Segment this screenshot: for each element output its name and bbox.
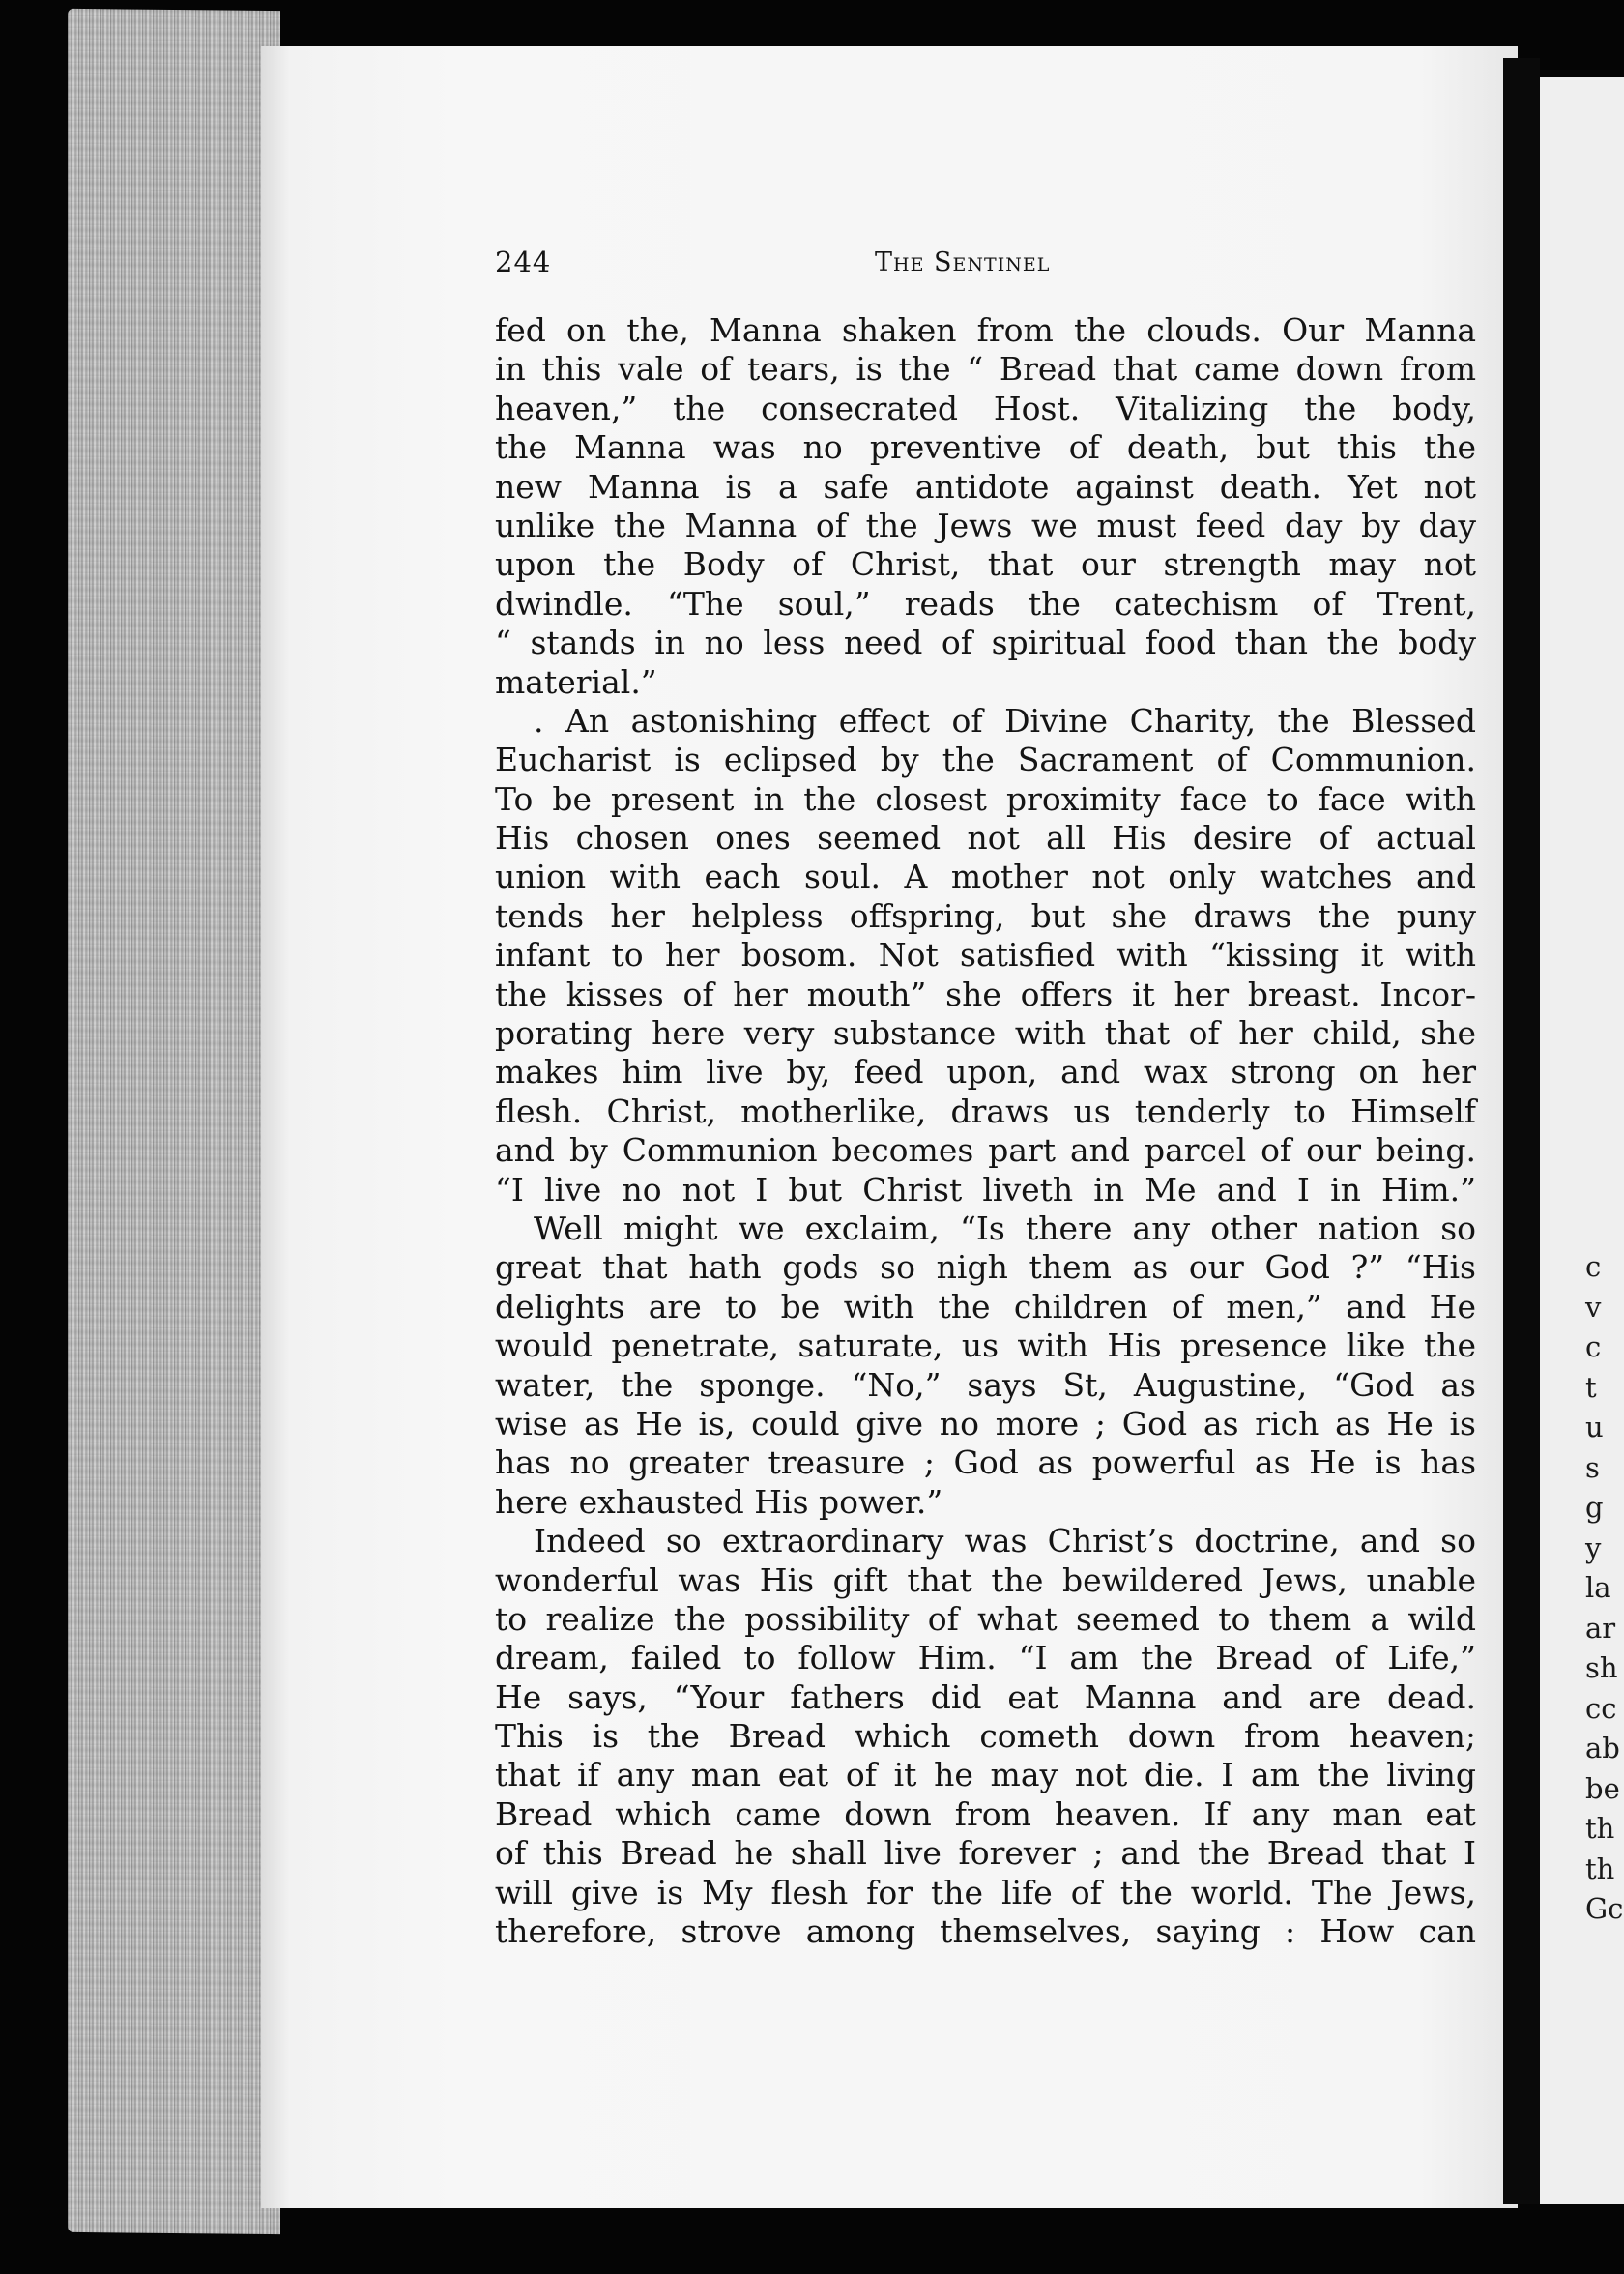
right-page-fragment: t — [1585, 1370, 1597, 1404]
text-line: His chosen ones seemed not all His desire of actual — [495, 819, 1476, 858]
text-line: the kisses of her mouth” she offers it her breast. Incor- — [495, 975, 1476, 1013]
right-page-fragment: la — [1585, 1571, 1611, 1604]
text-line: heaven,” the consecrated Host. Vitalizing the body, — [495, 389, 1476, 427]
text-line: dwindle. “The soul,” reads the catechism of Trent, — [495, 584, 1476, 623]
text-line: infant to her bosom. Not satisfied with “kissing it with — [495, 936, 1476, 975]
right-page-fragment: Gc — [1585, 1892, 1624, 1925]
right-page-fragment: sh — [1585, 1651, 1618, 1684]
text-line: delights are to be with the children of men,” and He — [495, 1287, 1476, 1326]
text-line: Indeed so extraordinary was Christ’s doctrine, and so — [534, 1522, 1476, 1560]
text-line: and by Communion becomes part and parcel of our being. — [495, 1131, 1476, 1170]
text-line: in this vale of tears, is the “ Bread that came down from — [495, 350, 1476, 389]
text-line: This is the Bread which cometh down from heaven; — [495, 1717, 1476, 1756]
text-line: union with each soul. A mother not only watches and — [495, 858, 1476, 896]
text-line: water, the sponge. “No,” says St, Augustine, “God as — [495, 1365, 1476, 1404]
text-line: therefore, strove among themselves, saying : How can — [495, 1912, 1476, 1951]
text-line: here exhausted His power.” — [495, 1482, 943, 1521]
right-page-fragment: ar — [1585, 1611, 1616, 1645]
text-line: He says, “Your fathers did eat Manna and are dead. — [495, 1677, 1476, 1716]
text-line: tends her helpless offspring, but she draws the puny — [495, 896, 1476, 935]
text-line: makes him live by, feed upon, and wax strong on her — [495, 1053, 1476, 1092]
text-line: of this Bread he shall live forever ; and the Bread that I — [495, 1834, 1476, 1873]
text-line: that if any man eat of it he may not die. I am the living — [495, 1756, 1476, 1794]
text-line: flesh. Christ, motherlike, draws us tenderly to Himself — [495, 1092, 1476, 1130]
text-line: upon the Body of Christ, that our strength may not — [495, 545, 1476, 584]
text-line: wonderful was His gift that the bewildered Jews, unable — [495, 1560, 1476, 1599]
text-line: “ stands in no less need of spiritual food than the body — [495, 624, 1476, 662]
text-line: wise as He is, could give no more ; God as rich as He is — [495, 1404, 1476, 1443]
right-page-text-fragments — [1585, 1247, 1624, 1930]
right-page-fragment: u — [1585, 1411, 1604, 1443]
right-page-fragment: c — [1585, 1250, 1602, 1283]
right-page-fragment: g — [1585, 1491, 1604, 1524]
book-gutter — [1503, 58, 1540, 2204]
text-line: unlike the Manna of the Jews we must feed day by day — [495, 506, 1476, 544]
text-line: to realize the possibility of what seemed to them a wild — [495, 1599, 1476, 1638]
text-line: new Manna is a safe antidote against death. Yet not — [495, 467, 1476, 506]
text-line: the Manna was no preventive of death, but this the — [495, 428, 1476, 467]
text-line: Bread which came down from heaven. If any man eat — [495, 1794, 1476, 1833]
page-header — [495, 246, 1133, 294]
text-line: dream, failed to follow Him. “I am the Bread of Life,” — [495, 1639, 1476, 1677]
text-line: To be present in the closest proximity face to face with — [495, 779, 1476, 818]
body-text — [495, 311, 1476, 1951]
text-line: Eucharist is eclipsed by the Sacrament of Communion. — [495, 741, 1476, 779]
text-line: “I live no not I but Christ liveth in Me and I in Him.” — [495, 1170, 1476, 1209]
text-line: porating here very substance with that of her child, she — [495, 1014, 1476, 1053]
text-line: has no greater treasure ; God as powerful as He is has — [495, 1443, 1476, 1482]
text-line: Well might we exclaim, “Is there any other nation so — [534, 1209, 1476, 1247]
text-line: would penetrate, saturate, us with His presence like the — [495, 1326, 1476, 1365]
text-line: great that hath gods so nigh them as our God ?” “His — [495, 1248, 1476, 1287]
text-line: will give is My flesh for the life of the world. The Jews, — [495, 1873, 1476, 1911]
right-page-fragment: ab — [1585, 1732, 1620, 1764]
right-page-fragment: th — [1585, 1812, 1615, 1845]
text-line: fed on the, Manna shaken from the clouds. Our Manna — [495, 311, 1476, 349]
text-line: material.” — [495, 662, 657, 701]
right-page-fragment: th — [1585, 1851, 1615, 1885]
running-title: The Sentinel — [875, 248, 1051, 277]
page-number: 244 — [495, 246, 552, 278]
right-page-fragment: cc — [1585, 1691, 1617, 1725]
right-page-fragment: v — [1585, 1290, 1602, 1324]
page-edges — [68, 9, 280, 2234]
text-line: . An astonishing effect of Divine Charity, the Blessed — [534, 701, 1476, 740]
right-page-fragment: y — [1585, 1531, 1602, 1564]
right-page-fragment: c — [1585, 1330, 1602, 1363]
right-page-fragment: be — [1585, 1771, 1620, 1805]
right-page-fragment: s — [1585, 1450, 1600, 1484]
